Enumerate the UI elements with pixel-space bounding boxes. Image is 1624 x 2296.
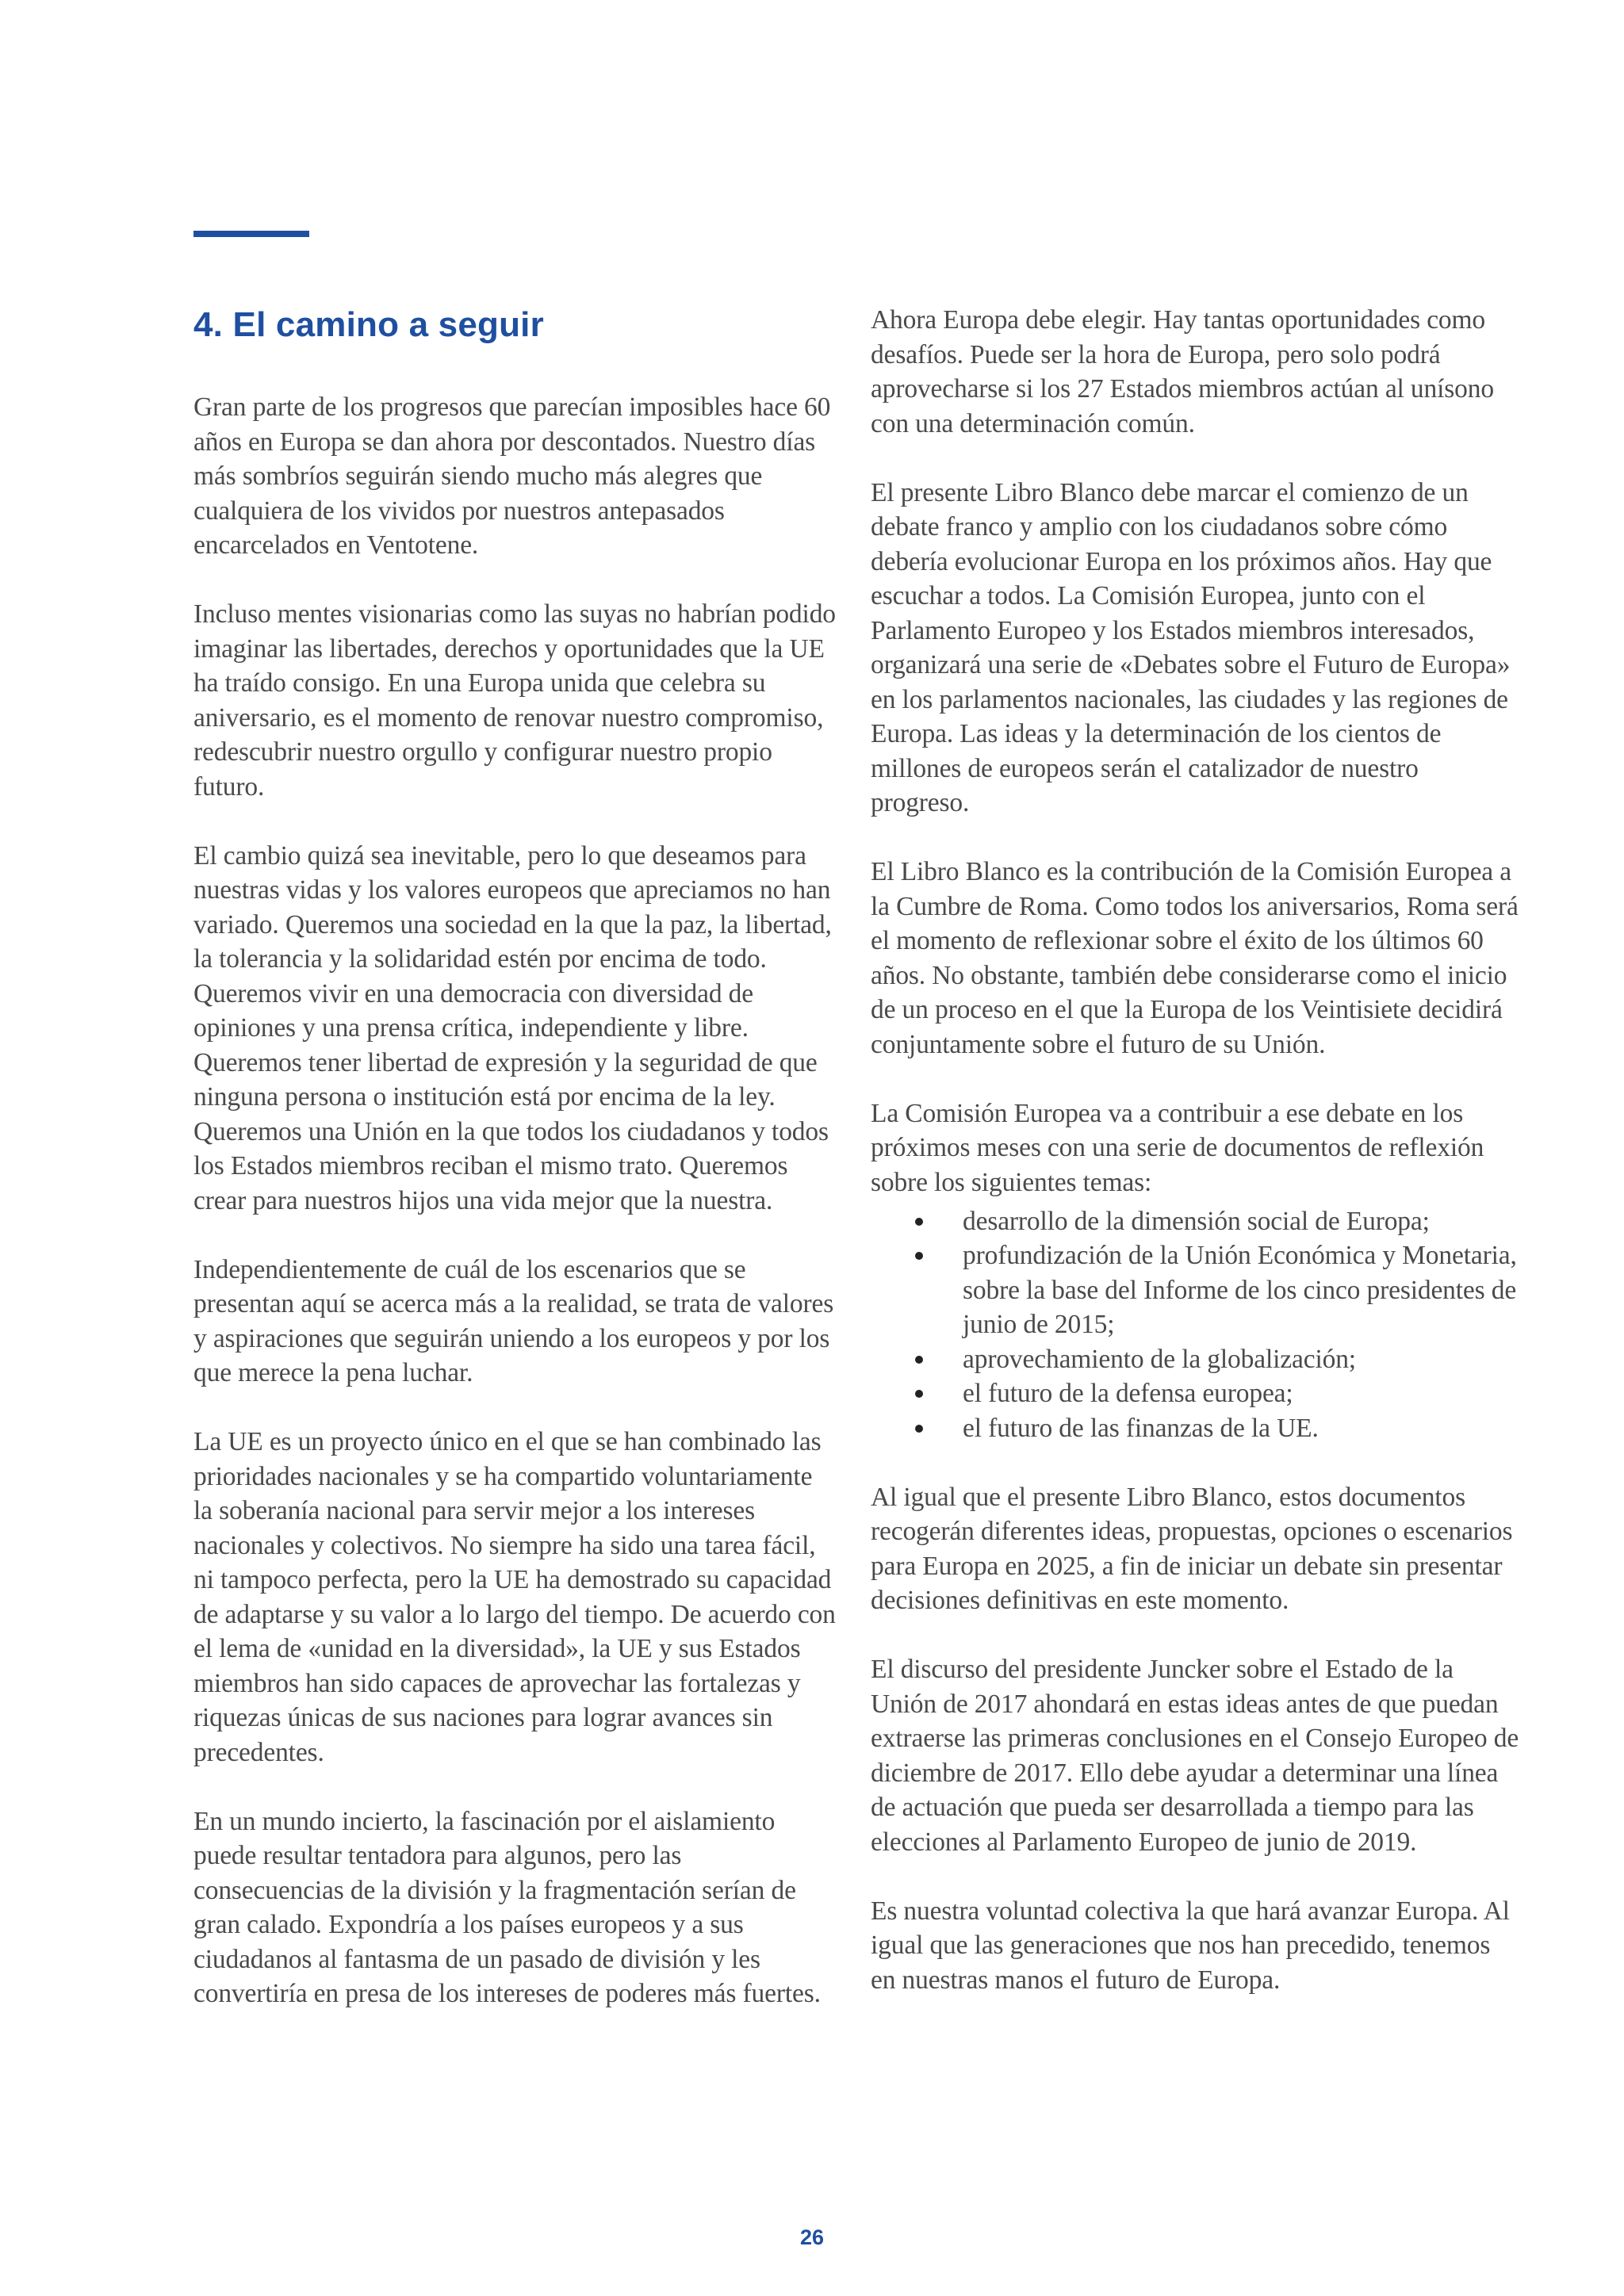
section-heading: 4. El camino a seguir [193, 305, 544, 344]
paragraph: La Comisión Europea va a contribuir a ese debate en los próximos meses con una serie de documentos de reflexión sobre los siguientes temas: [871, 1098, 1484, 1197]
left-column [193, 300, 837, 2045]
list-item: desarrollo de la dimensión social de Europa; [871, 1204, 1519, 1239]
paragraph: Incluso mentes visionarias como las suyas no habrían podido imaginar las libertades, derechos y oportunidades que la UE ha traído consigo. En una Europa unida que celebra su aniversario, es el momento de renovar nuestro compromiso, redescubrir nuestro orgullo y configurar nuestro propio futuro. [193, 599, 836, 802]
paragraph: Independientemente de cuál de los escenarios que se presentan aquí se acerca más a la realidad, se trata de valores y aspiraciones que seguirán uniendo a los europeos y por los que merece la pena luchar. [193, 1254, 834, 1387]
paragraph: El cambio quizá sea inevitable, pero lo que deseamos para nuestras vidas y los valores europeos que apreciamos no han variado. Queremos una sociedad en la que la paz, la libertad, la tolerancia y la solidaridad estén por encima de todo. Queremos vivir en una democracia con diversidad de opiniones y una prensa crítica, independiente y libre. Queremos tener libertad de expresión y la seguridad de que ninguna persona o institución está por encima de la ley. Queremos una Unión en la que todos los ciudadanos y todos los Estados miembros reciban el mismo trato. Queremos crear para nuestros hijos una vida mejor que la nuestra. [193, 840, 832, 1215]
paragraph: En un mundo incierto, la fascinación por el aislamiento puede resultar tentadora para algunos, pero las consecuencias de la división y la fragmentación serían de gran calado. Expondría a los países europeos y a sus ciudadanos al fantasma de un pasado de división y les convertiría en presa de los intereses de poderes más fuertes. [193, 1806, 821, 2008]
list-item: el futuro de las finanzas de la UE. [871, 1411, 1519, 1446]
list-item: profundización de la Unión Económica y Monetaria, sobre la base del Informe de los cinco presidentes de junio de 2015; [871, 1238, 1519, 1342]
page-number: 26 [799, 2225, 825, 2249]
heading-accent-rule [193, 231, 309, 237]
paragraph: El presente Libro Blanco debe marcar el comienzo de un debate franco y amplio con los ciudadanos sobre cómo debería evolucionar Europa en los próximos años. Hay que escuchar a todos. La Comisión Europea, junto con el Parlamento Europeo y los Estados miembros interesados, organizará una serie de «Debates sobre el Futuro de Europa» en los parlamentos nacionales, las ciudades y las regiones de Europa. Las ideas y la determinación de los cientos de millones de europeos serán el catalizador de nuestro progreso. [871, 477, 1511, 817]
paragraph: Ahora Europa debe elegir. Hay tantas oportunidades como desafíos. Puede ser la hora de Europa, pero solo podrá aprovecharse si los 27 Estados miembros actúan al unísono con una determinación común. [871, 305, 1494, 438]
list-item: aprovechamiento de la globalización; [871, 1342, 1519, 1377]
paragraph: Gran parte de los progresos que parecían imposibles hace 60 años en Europa se dan ahora por descontados. Nuestro días más sombríos seguirán siendo mucho más alegres que cualquiera de los vividos por nuestros antepasados encarcelados en Ventotene. [193, 392, 831, 560]
paragraph: El Libro Blanco es la contribución de la Comisión Europea a la Cumbre de Roma. Como todos los aniversarios, Roma será el momento de reflexionar sobre el éxito de los últimos 60 años. No obstante, también debe considerarse como el inicio de un proceso en el que la Europa de los Veintisiete decidirá conjuntamente sobre el futuro de su Unión. [871, 857, 1519, 1059]
list-item: el futuro de la defensa europea; [871, 1376, 1519, 1411]
paragraph: Al igual que el presente Libro Blanco, estos documentos recogerán diferentes ideas, propuestas, opciones o escenarios para Europa en 2025, a fin de iniciar un debate sin presentar decisiones definitivas en este momento. [871, 1482, 1513, 1615]
paragraph: La UE es un proyecto único en el que se han combinado las prioridades nacionales y se ha compartido voluntariamente la soberanía nacional para servir mejor a los intereses nacionales y colectivos. No siempre ha sido una tarea fácil, ni tampoco perfecta, pero la UE ha demostrado su capacidad de adaptarse y su valor a lo largo del tiempo. De acuerdo con el lema de «unidad en la diversidad», la UE y sus Estados miembros han sido capaces de aprovechar las fortalezas y riquezas únicas de sus naciones para lograr avances sin precedentes. [193, 1427, 836, 1767]
topics-list [871, 1204, 1519, 1446]
right-column [871, 303, 1519, 2032]
paragraph: El discurso del presidente Juncker sobre el Estado de la Unión de 2017 ahondará en estas ideas antes de que puedan extraerse las primeras conclusiones en el Consejo Europeo de diciembre de 2017. Ello debe ayudar a determinar una línea de actuación que pueda ser desarrollada a tiempo para las elecciones al Parlamento Europeo de junio de 2019. [871, 1655, 1519, 1857]
paragraph: Es nuestra voluntad colectiva la que hará avanzar Europa. Al igual que las generaciones que nos han precedido, tenemos en nuestras manos el futuro de Europa. [871, 1896, 1510, 1995]
